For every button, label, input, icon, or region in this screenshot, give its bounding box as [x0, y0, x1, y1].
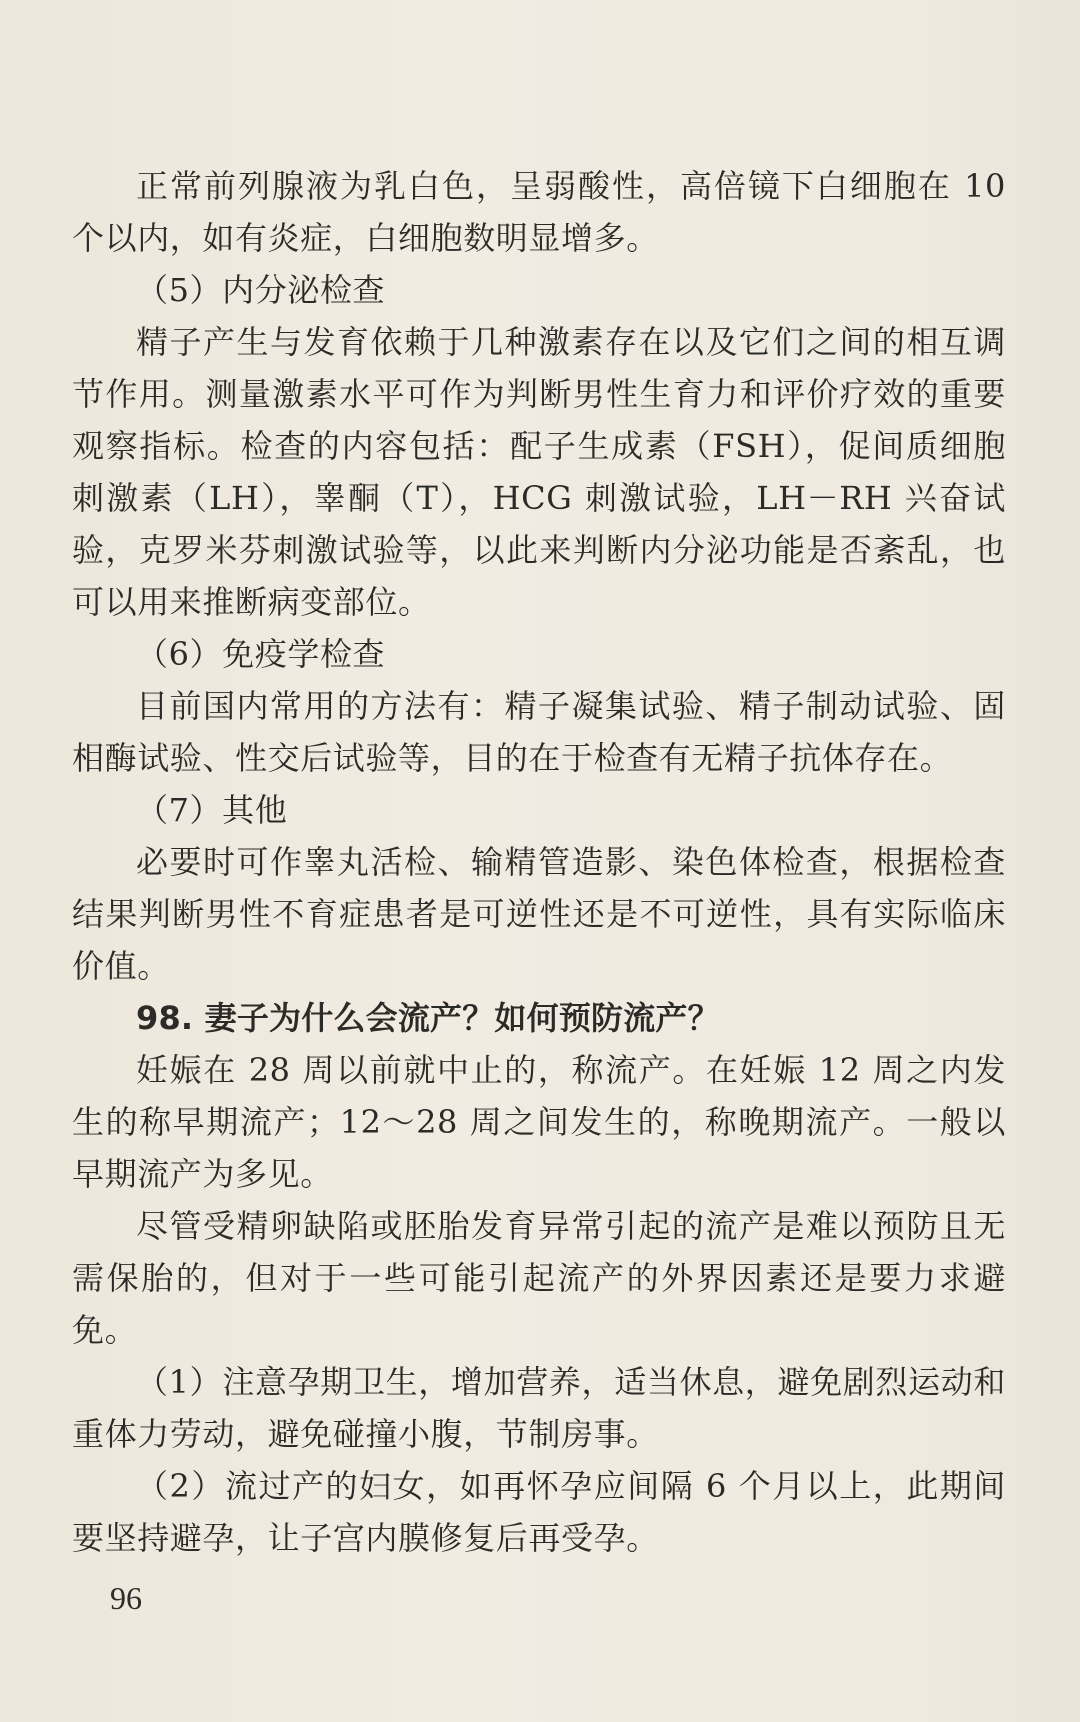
subheading-immunology-exam: （6）免疫学检查 — [136, 635, 386, 673]
question-heading-98: 98. 妻子为什么会流产？如何预防流产？ — [136, 999, 720, 1037]
subheading-endocrine-exam: （5）内分泌检查 — [136, 271, 386, 309]
page-content — [72, 160, 1006, 1564]
paragraph-miscarriage-definition: 妊娠在 28 周以前就中止的，称流产。在妊娠 12 周之内发生的称早期流产；12～28 周之间发生的，称晚期流产。一般以早期流产为多见。 — [72, 1051, 1006, 1193]
page-number: 96 — [110, 1580, 142, 1616]
paragraph-prevention-intro: 尽管受精卵缺陷或胚胎发育异常引起的流产是难以预防且无需保胎的，但对于一些可能引起流产的外界因素还是要力求避免。 — [72, 1207, 1006, 1349]
paragraph-prostatic-fluid: 正常前列腺液为乳白色，呈弱酸性，高倍镜下白细胞在 10 个以内，如有炎症，白细胞数明显增多。 — [72, 167, 1006, 257]
paragraph-endocrine-exam: 精子产生与发育依赖于几种激素存在以及它们之间的相互调节作用。测量激素水平可作为判断男性生育力和评价疗效的重要观察指标。检查的内容包括：配子生成素（FSH），促间质细胞刺激素（LH），睾酮（T），HCG 刺激试验，LH－RH 兴奋试验，克罗米芬刺激试验等，以此来判断内分泌功能是否紊乱，也可以用来推断病变部位。 — [72, 323, 1006, 621]
subheading-other: （7）其他 — [136, 791, 288, 829]
paragraph-prevention-2: （2）流过产的妇女，如再怀孕应间隔 6 个月以上，此期间要坚持避孕，让子宫内膜修复后再受孕。 — [72, 1467, 1006, 1557]
paragraph-prevention-1: （1）注意孕期卫生，增加营养，适当休息，避免剧烈运动和重体力劳动，避免碰撞小腹，节制房事。 — [72, 1363, 1006, 1453]
paragraph-immunology-exam: 目前国内常用的方法有：精子凝集试验、精子制动试验、固相酶试验、性交后试验等，目的在于检查有无精子抗体存在。 — [72, 687, 1006, 777]
paragraph-other: 必要时可作睾丸活检、输精管造影、染色体检查，根据检查结果判断男性不育症患者是可逆性还是不可逆性，具有实际临床价值。 — [72, 843, 1006, 985]
